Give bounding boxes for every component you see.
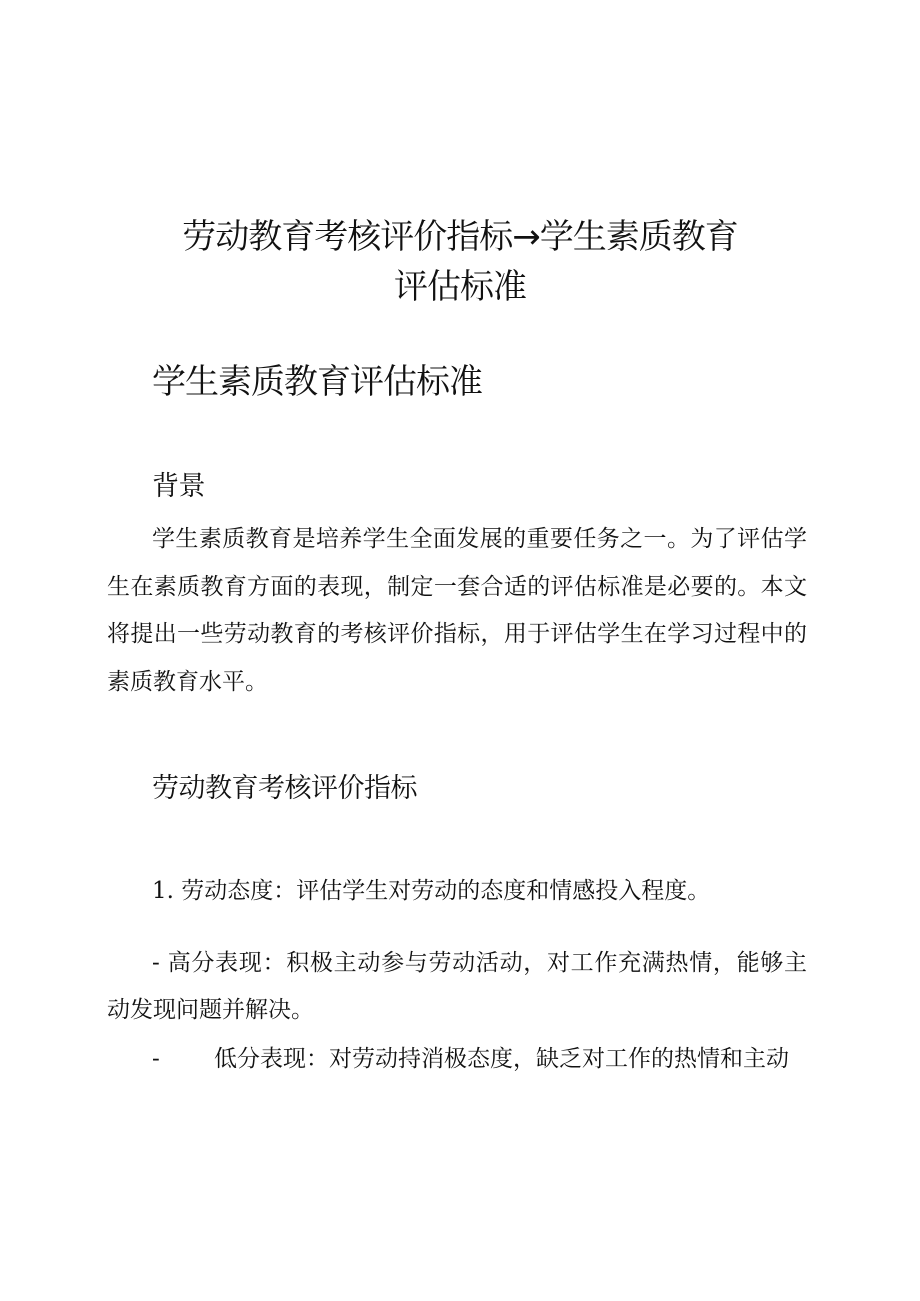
low-score-text: 低分表现：对劳动持消极态度，缺乏对工作的热情和主动 [214, 1046, 789, 1072]
list-dash: - [152, 1046, 160, 1072]
document-title-line1: 劳动教育考核评价指标→学生素质教育 [182, 217, 738, 257]
document-title [0, 212, 920, 312]
document-title-line2: 评估标准 [394, 267, 526, 307]
main-heading: 学生素质教育评估标准 [152, 362, 482, 402]
background-heading: 背景 [152, 471, 205, 502]
high-score-description: - 高分表现：积极主动参与劳动活动，对工作充满热情，能够主动发现问题并解决。 [107, 950, 807, 1023]
indicators-heading: 劳动教育考核评价指标 [152, 773, 417, 804]
low-score-description [152, 1036, 807, 1083]
background-paragraph: 学生素质教育是培养学生全面发展的重要任务之一。为了评估学生在素质教育方面的表现，制定一套合适的评估标准是必要的。本文将提出一些劳动教育的考核评价指标，用于评估学生在学习过程中的素质教育水平。 [107, 526, 807, 695]
indicator-item-labor-attitude: 1. 劳动态度：评估学生对劳动的态度和情感投入程度。 [152, 878, 711, 904]
